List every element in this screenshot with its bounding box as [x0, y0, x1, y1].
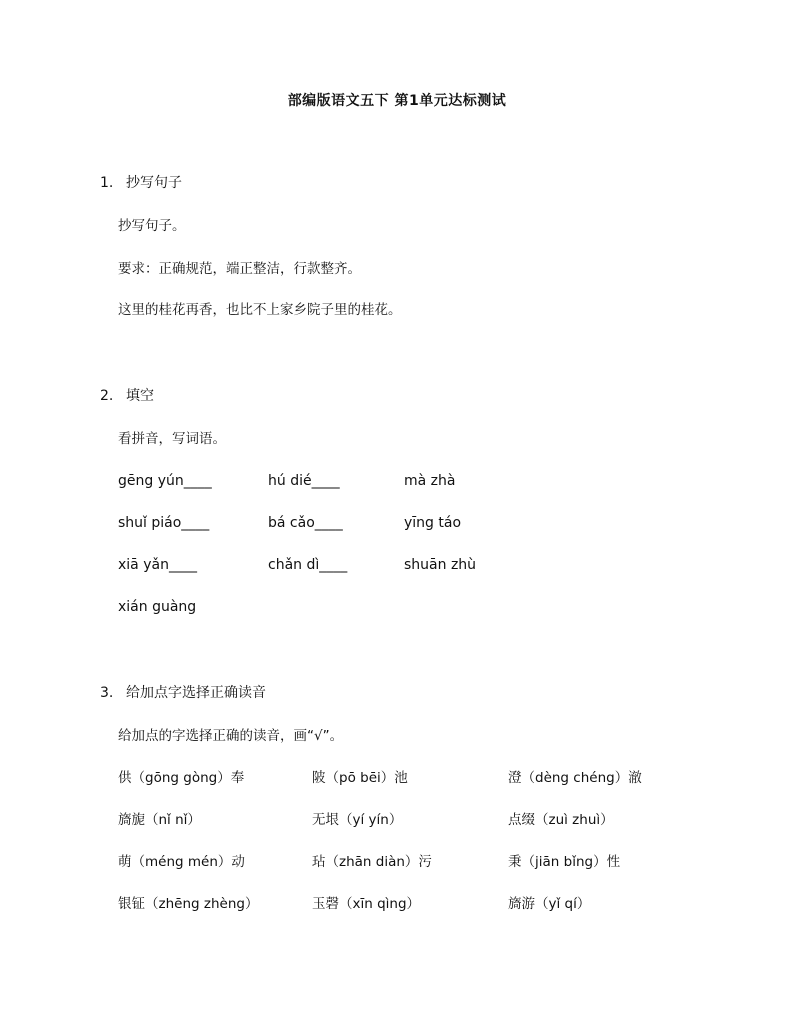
question-3	[100, 682, 720, 922]
question-3-heading	[100, 682, 720, 704]
document-title: 部编版语文五下 第1单元达标测试	[287, 93, 507, 109]
pinyin-item: bá cǎo____	[268, 515, 343, 531]
reading-choice-item: 无垠（yí yín）	[312, 812, 403, 828]
pinyin-item: mà zhà	[404, 473, 456, 489]
question-3-number: 3.	[100, 685, 114, 701]
question-1-instruction: 抄写句子。	[118, 218, 186, 234]
reading-choice-item: 旖游（yǐ qí）	[508, 896, 591, 912]
question-1	[100, 172, 720, 332]
question-2	[100, 385, 720, 625]
pinyin-item: xiā yǎn____	[118, 557, 197, 573]
question-2-heading	[100, 385, 720, 407]
question-1-heading	[100, 172, 720, 194]
pinyin-item: xián guàng	[118, 599, 197, 615]
reading-choice-item: 澄（dèng chéng）澈	[508, 770, 642, 786]
reading-choice-item: 玷（zhān diàn）污	[312, 854, 432, 870]
reading-choice-item: 陂（pō bēi）池	[312, 770, 408, 786]
reading-choice-item: 秉（jiān bǐng）性	[508, 854, 621, 870]
reading-choice-item: 银钲（zhēng zhèng）	[118, 896, 259, 912]
question-1-requirement: 要求：正确规范，端正整洁，行款整齐。	[118, 261, 361, 277]
question-2-number: 2.	[100, 388, 114, 404]
question-2-title: 填空	[126, 388, 154, 404]
question-1-sentence: 这里的桂花再香，也比不上家乡院子里的桂花。	[118, 302, 402, 318]
question-1-number: 1.	[100, 175, 114, 191]
reading-choice-item: 旖旎（nǐ nǐ）	[118, 812, 201, 828]
pinyin-item: hú dié____	[268, 473, 340, 489]
question-3-instruction: 给加点的字选择正确的读音，画“√”。	[118, 728, 344, 744]
reading-choice-item: 供（gōng gòng）奉	[118, 770, 245, 786]
pinyin-item: chǎn dì____	[268, 557, 348, 573]
reading-choice-item: 玉磬（xīn qìng）	[312, 896, 421, 912]
question-3-title: 给加点字选择正确读音	[126, 685, 266, 701]
reading-choice-item: 萌（méng mén）动	[118, 854, 245, 870]
pinyin-item: yīng táo	[404, 515, 462, 531]
pinyin-item: shuǐ piáo____	[118, 515, 210, 531]
question-1-title: 抄写句子	[126, 175, 182, 191]
question-2-instruction: 看拼音，写词语。	[118, 431, 226, 447]
pinyin-item: gēng yún____	[118, 473, 212, 489]
reading-choice-item: 点缀（zuì zhuì）	[508, 812, 614, 828]
pinyin-item: shuān zhù	[404, 557, 477, 573]
